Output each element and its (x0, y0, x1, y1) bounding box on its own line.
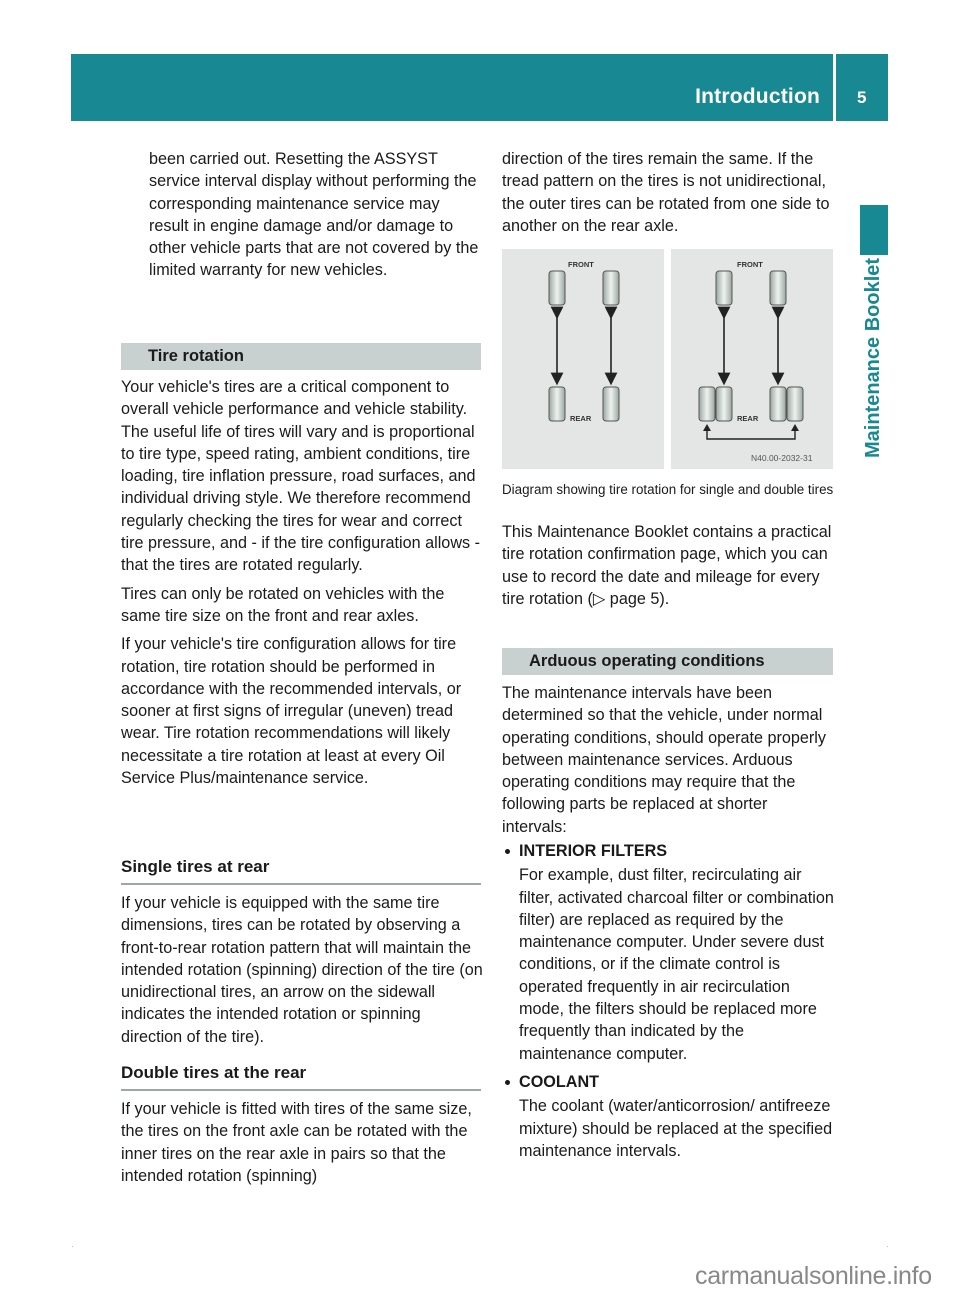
page-number: 5 (857, 88, 867, 107)
booklet-paragraph-block (502, 521, 835, 616)
booklet-paragraph: This Maintenance Booklet contains a practical tire rotation confirmation page, which you can use to record the date and mileage for every tire rotation (▷ page 5). (502, 523, 832, 608)
single-tires-heading: Single tires at rear (121, 857, 481, 885)
tire-rotation-diagram (502, 249, 833, 469)
single-tire-rotation-graphic (502, 249, 664, 469)
intro-text: been carried out. Resetting the ASSYST service interval display without performing the corresponding maintenance service may result in engine damage and/or damage to other vehicle parts that are not covered by the limited warranty for new vehicles. (149, 150, 479, 280)
arduous-section (502, 682, 835, 844)
list-item-title: COOLANT (519, 1071, 835, 1093)
double-tires-section (121, 1098, 483, 1193)
page-header (71, 54, 888, 121)
tire-rotation-heading: Tire rotation (121, 343, 481, 370)
watermark: carmanualsonline.info (695, 1262, 932, 1290)
list-item-text: The coolant (water/anticorrosion/ antifreeze mixture) should be replaced at the specified maintenance intervals. (519, 1097, 833, 1160)
double-tire-rotation-graphic (671, 249, 833, 469)
header-divider (833, 54, 836, 121)
svg-text:N40.00-2032-31: N40.00-2032-31 (751, 453, 813, 463)
section-title: Introduction (695, 85, 820, 108)
figure-caption: Diagram showing tire rotation for single and double tires (502, 482, 834, 497)
list-item-coolant (519, 1071, 835, 1162)
arduous-list (519, 840, 835, 1168)
side-tab-marker (860, 205, 888, 255)
svg-text:FRONT: FRONT (568, 260, 594, 269)
double-tires-paragraph: If your vehicle is fitted with tires of the same size, the tires on the front axle can be rotated with the inner tires on the rear axle in pairs so that the intended rotation (spinning) (121, 1100, 472, 1185)
intro-paragraph (149, 148, 482, 288)
single-tires-panel (502, 249, 664, 469)
double-tires-panel (671, 249, 833, 469)
continued-paragraph-block (502, 148, 835, 243)
single-tires-paragraph: If your vehicle is equipped with the same tire dimensions, tires can be rotated by observing a front-to-rear rotation pattern that will maintain the intended rotation (spinning) direction of the tire (on unidirectional tires, an arrow on the sidewall indicates the intended rotation or spinning direction of the tire). (121, 894, 483, 1046)
arduous-paragraph: The maintenance intervals have been determined so that the vehicle, under normal operating conditions, should operate properly between maintenance services. Arduous operating conditions may require that the following parts be replaced at shorter intervals: (502, 684, 826, 836)
list-item-interior-filters (519, 840, 835, 1065)
svg-text:FRONT: FRONT (737, 260, 763, 269)
tire-rotation-paragraph: If your vehicle's tire configuration allows for tire rotation, tire rotation should be performed in accordance with the recommended intervals, or sooner at first signs of irregular (uneven) tread wear. Tire rotation recommendations will likely necessitate a tire rotation at least at every Oil Service Plus/maintenance service. (121, 635, 462, 788)
crop-mark (887, 1246, 888, 1247)
tire-rotation-section (121, 376, 483, 795)
svg-text:REAR: REAR (570, 414, 592, 423)
svg-text:REAR: REAR (737, 414, 759, 423)
list-item-text: For example, dust filter, recirculating air filter, activated charcoal filter or combination filter) are replaced as required by the maintenance computer. Under severe dust conditions, or if the climate control is operated frequently in air recirculation mode, the filters should be replaced more frequently than indicated by the maintenance computer. (519, 866, 834, 1063)
continued-paragraph: direction of the tires remain the same. If the tread pattern on the tires is not unidirectional, the outer tires can be rotated from one side to another on the rear axle. (502, 150, 830, 235)
single-tires-section (121, 892, 483, 1054)
crop-mark (72, 1246, 73, 1247)
arduous-heading: Arduous operating conditions (502, 648, 833, 675)
side-tab-label: Maintenance Booklet (862, 257, 884, 458)
tire-rotation-paragraph: Your vehicle's tires are a critical component to overall vehicle performance and vehicle stability. The useful life of tires will vary and is proportional to tire type, speed rating, ambient conditions, tire loading, tire inflation pressure, road surfaces, and individual driving style. We therefore recommend regularly checking the tires for wear and correct tire pressure, and - if the tire configuration allows - that the tires are rotated regularly. (121, 378, 480, 575)
double-tires-heading: Double tires at the rear (121, 1063, 481, 1091)
list-item-title: INTERIOR FILTERS (519, 840, 835, 862)
tire-rotation-paragraph: Tires can only be rotated on vehicles with the same tire size on the front and rear axles. (121, 584, 445, 625)
